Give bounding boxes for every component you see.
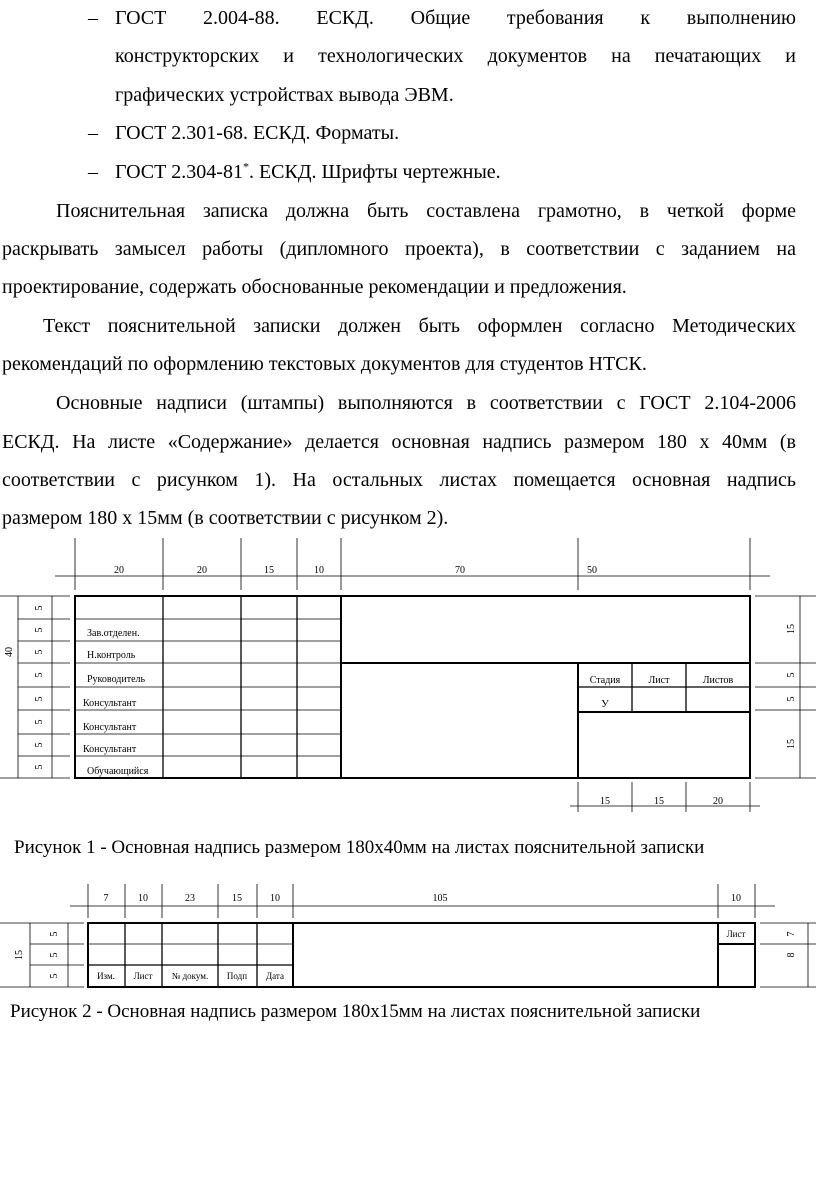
dim-left-row: 5 [34, 719, 45, 725]
col-label-doc-number: № докум. [171, 971, 209, 981]
dim-top-3: 15 [264, 565, 274, 576]
dim-top-5: 70 [455, 565, 465, 576]
list-item-gost-2301: ГОСТ 2.301-68. ЕСКД. Форматы. [115, 122, 400, 144]
paragraph-1-line3: проектирование, содержать обоснованные рекомендации и предложения. [2, 276, 627, 298]
row-label-norm-control: Н.контроль [87, 650, 136, 661]
paragraph-3-line2: ЕСКД. На листе «Содержание» делается основная надпись размером 180 х 40мм (в [2, 431, 796, 453]
paragraph-2-line1: Текст пояснительной записки должен быть оформлен согласно Методических [43, 315, 796, 337]
dim-right: 15 [786, 624, 797, 634]
row-label-consultant: Консультант [83, 744, 137, 755]
paragraph-3-line1: Основные надписи (штампы) выполняются в соответствии с ГОСТ 2.104-2006 [56, 392, 796, 414]
dim-top-2: 10 [138, 893, 148, 904]
dim-left-row: 5 [34, 627, 45, 633]
dim-top-5: 10 [270, 893, 280, 904]
dim-right: 15 [786, 739, 797, 749]
row-label-student: Обучающийся [87, 766, 149, 777]
dim-left-row: 5 [34, 742, 45, 748]
stage-header: Стадия [589, 675, 621, 686]
row-label-consultant: Консультант [83, 722, 137, 733]
list-item-gost-2304-rest: . ЕСКД. Шрифты чертежные. [248, 161, 501, 183]
list-item-gost-2004-line1: ГОСТ 2.004-88. ЕСКД. Общие требования к выполнению [115, 7, 796, 29]
dim-right: 7 [786, 931, 797, 937]
paragraph-1-line2: раскрывать замысел работы (дипломного проекта), в соответствии с заданием на [2, 238, 796, 260]
dim-top-4: 10 [314, 565, 324, 576]
dim-left-row: 5 [49, 973, 60, 979]
paragraph-2-line2: рекомендаций по оформлению текстовых документов для студентов НТСК. [2, 353, 647, 375]
dim-bottom: 15 [600, 796, 610, 807]
stage-value: У [601, 698, 609, 710]
figure-2-caption: Рисунок 2 - Основная надпись размером 180х15мм на листах пояснительной записки [10, 1001, 701, 1022]
row-label-supervisor: Руководитель [87, 674, 146, 685]
dim-left-row: 5 [34, 672, 45, 678]
col-label-date: Дата [266, 971, 284, 981]
list-item-gost-2004-line2: конструкторских и технологических документов на печатающих и [115, 45, 796, 67]
col-label-signature: Подп [226, 971, 248, 981]
sheets-total-header: Листов [702, 675, 734, 686]
list-dash: – [88, 161, 98, 183]
dim-bottom: 20 [713, 796, 723, 807]
footnote-mark: * [242, 159, 249, 174]
dim-left-row: 5 [34, 605, 45, 611]
row-label-head-of-dept: Зав.отделен. [87, 628, 140, 639]
dim-top-4: 15 [232, 893, 242, 904]
col-label-sheet: Лист [133, 971, 153, 981]
paragraph-3-line4: размером 180 х 15мм (в соответствии с рисунком 2). [2, 507, 449, 529]
dim-left-row: 5 [49, 952, 60, 958]
row-label-consultant: Консультант [83, 698, 137, 709]
dim-left-row: 5 [34, 696, 45, 702]
sheet-label: Лист [726, 929, 746, 939]
dim-right: 5 [786, 672, 797, 678]
list-dash: – [88, 7, 98, 29]
dim-bottom: 15 [654, 796, 664, 807]
paragraph-1-line1: Пояснительная записка должна быть составлена грамотно, в четкой форме [56, 200, 796, 222]
dim-top-1: 7 [103, 893, 109, 904]
sheet-header: Лист [648, 675, 670, 686]
dim-left-total: 40 [4, 647, 15, 657]
dim-top-2: 20 [197, 565, 207, 576]
dim-left-row: 5 [34, 649, 45, 655]
figure-1-caption: Рисунок 1 - Основная надпись размером 180х40мм на листах пояснительной записки [14, 837, 705, 858]
dim-top-6: 105 [432, 893, 448, 904]
dim-left-row: 5 [34, 764, 45, 770]
dim-top-1: 20 [114, 565, 124, 576]
list-item-gost-2304-text: ГОСТ 2.304-81 [115, 161, 243, 183]
list-item-gost-2004-line3: графических устройствах вывода ЭВМ. [115, 84, 454, 106]
dim-right: 8 [786, 952, 797, 958]
col-label-change: Изм. [97, 971, 115, 981]
dim-top-3: 23 [185, 893, 195, 904]
dim-right: 5 [786, 696, 797, 702]
dim-left-total: 15 [14, 950, 25, 960]
dim-left-row: 5 [49, 931, 60, 937]
paragraph-3-line3: соответствии с рисунком 1). На остальных листах помещается основная надпись [2, 469, 796, 491]
list-dash: – [88, 122, 98, 144]
dim-top-6: 50 [587, 565, 597, 576]
dim-top-7: 10 [731, 893, 741, 904]
